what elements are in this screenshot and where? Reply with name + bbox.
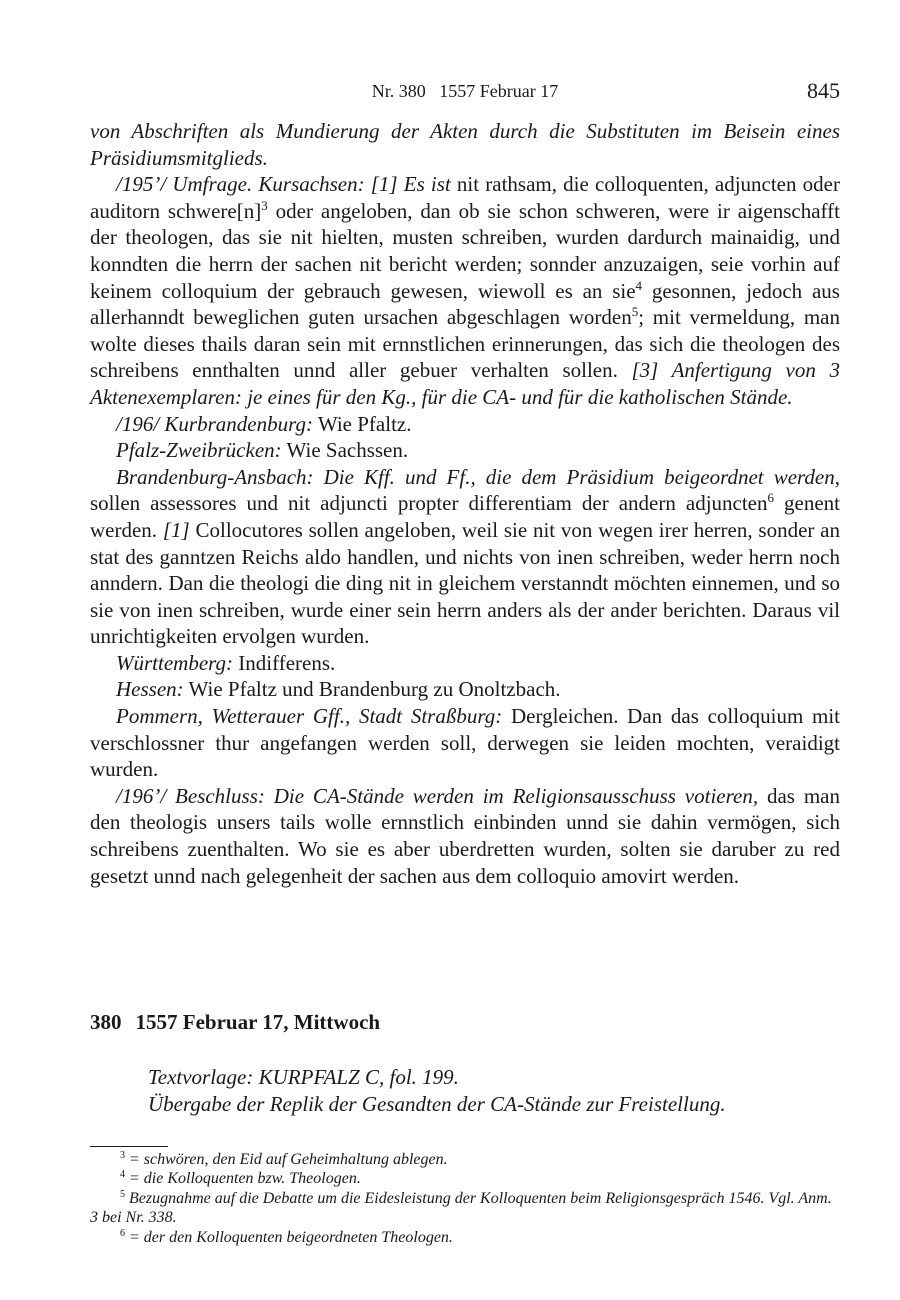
footnote-reference[interactable]: 3 [261,197,268,213]
source-text: Wie Pfaltz. [312,411,412,436]
source-reference: Textvorlage: KURPFALZ C, fol. 199. [148,1065,459,1089]
source-text: sollen assessores und nit adjuncti propter differentiam der andern adjuncten [90,491,768,516]
editorial-text: Hessen: [116,677,184,702]
editorial-text: von Abschriften als Mundierung der Akten durch die Substituten im Beisein eines Präsidiumsmitglieds. [90,119,840,170]
footnote [90,1150,840,1169]
footnote-number: 3 [120,1150,125,1161]
source-text: ; mit vermeldung, man wolte dieses thails daran sein mit ernnstlichen erinnerungen, das sich die theologen des schreibens ennthalten unnd aller gebuer verhalten sollen. [90,305,840,383]
footnote-divider [90,1146,168,1147]
source-text: genent werden. [90,491,840,542]
source-text: das man den theologis unsers tails wolle ernnstlich einbinden unnd sie dahin vermögen, sich schreibens zuenthalten. Wo sie es aber uberdretten wurden, solten sie daruber zu red gesetzt unnd nach gelegenheit der sachen aus dem colloquio amovirt werden. [90,783,840,888]
source-text: Wie Pfaltz und Brandenburg zu Onoltzbach. [183,677,561,702]
footnote-reference[interactable]: 4 [635,277,643,293]
paragraph [90,783,840,889]
footnotes [90,1150,840,1247]
footnote-number: 6 [120,1227,125,1239]
paragraph [90,437,840,464]
source-text: gesonnen, jedoch aus allerhanndt beweglichen guten ursachen abgeschlagen worden [90,278,840,330]
editorial-text: Brandenburg-Ansbach: Die Kff. und Ff., die dem Präsidium beigeordnet werden, [116,464,840,489]
document-number: 380 [90,1010,122,1034]
running-title: Nr. 380 1557 Februar 17 [371,81,559,101]
paragraph [90,703,840,783]
footnote-number: 5 [120,1188,125,1200]
editorial-text: Württemberg: [116,650,234,675]
footnote-number: 4 [120,1169,125,1181]
editorial-text: Pommern, Wetterauer Gff., Stadt Straßburg: [116,704,503,729]
source-text: oder angeloben, dan ob sie schon schweren, were ir aigenschafft der theologen, das sie nit hielten, musten schreiben, wurden dardurch mainaidig, und konndten die herrn der sachen nit bericht werden; sonnder anzuzaigen, seie vorhin auf keinem colloquium der gebrauch gewesen, wiewoll es an sie [90,198,840,303]
paragraph [90,650,840,677]
paragraph [90,411,840,438]
footnote [90,1189,840,1228]
running-header [90,78,840,106]
document-heading [90,1010,394,1035]
footnote [90,1169,840,1188]
source-text: nit rathsam, die colloquenten, adjuncten oder auditorn schwere[n] [90,172,840,223]
source-text: Indifferens. [233,650,336,675]
main-text [90,118,840,889]
footnote-reference[interactable]: 6 [767,490,774,506]
page-number: 845 [807,78,840,103]
paragraph [90,118,840,171]
source-text: Collocutores sollen angeloben, weil sie nit von wegen irer herren, sonder an stat des ganntzen Reichs aldo handlen, und nichts von inen schreiben, weder herrn noch anndern. Dan die theologi die ding nit in gleichem verstanndt möchten einnemen, und so sie von inen schreiben, wurde einer sein herrn anders als der ander berichten. Daraus vil unrichtigkeiten ervolgen wurden. [90,517,840,649]
source-text: Wie Sachssen. [281,438,409,463]
footnote-text: = der den Kolloquenten beigeordneten Theologen. [125,1228,453,1246]
footnote-text: Bezugnahme auf die Debatte um die Eidesleistung der Kolloquenten beim Religionsgespräch 1546. Vgl. Anm. 3 bei Nr. 338. [90,1189,832,1227]
editorial-text: /195’/ Umfrage. Kursachsen: [1] Es ist [116,172,451,197]
editorial-text: Pfalz-Zweibrücken: [116,438,282,463]
paragraph [90,171,840,410]
footnote [90,1228,840,1247]
editorial-text: [3] Anfertigung von 3 Aktenexemplaren: je eines für den Kg., für die CA- und für die katholischen Stände. [90,358,840,409]
paragraph [90,676,840,703]
paragraph [90,464,840,650]
footnote-text: = die Kolloquenten bzw. Theologen. [125,1170,361,1188]
document-summary: Übergabe der Replik der Gesandten der CA-Stände zur Freistellung. [148,1091,726,1116]
footnote-text: = schwören, den Eid auf Geheimhaltung ablegen. [125,1151,448,1168]
source-text: Dergleichen. Dan das colloquium mit verschlossner thur angefangen werden soll, derwegen sie leiden mochten, veraidigt wurden. [90,704,841,782]
footnote-reference[interactable]: 5 [631,304,639,320]
editorial-text: [1] [162,517,190,542]
source-block [148,1064,726,1117]
editorial-text: /196’/ Beschluss: Die CA-Stände werden im Religionsausschuss votieren, [116,783,759,808]
editorial-text: /196/ Kurbrandenburg: [116,411,313,436]
document-date: 1557 Februar 17, Mittwoch [135,1010,381,1034]
